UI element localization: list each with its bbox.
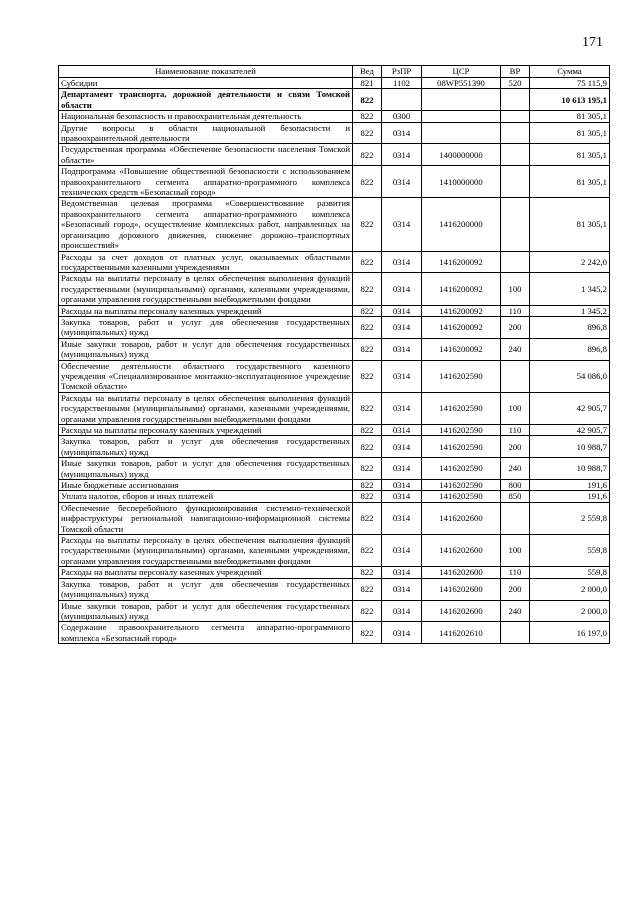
row-csr-cell: 1416202610: [422, 622, 501, 644]
row-rzpr-cell: 0314: [382, 436, 422, 458]
row-ved-cell: 822: [353, 360, 382, 392]
row-sum-cell: 81 305,1: [530, 198, 610, 251]
header-sum: Сумма: [530, 66, 610, 78]
row-sum-cell: 81 305,1: [530, 144, 610, 166]
row-csr-cell: 1410000000: [422, 166, 501, 198]
table-row: [59, 535, 610, 567]
row-ved-cell: 822: [353, 600, 382, 622]
row-name-cell: Расходы на выплаты персоналу в целях обеспечения выполнения функций государственными (муниципальными) органами, казенными учреждениями, органами управления государственными внебюджетными фондами: [59, 535, 353, 567]
row-rzpr-cell: 0314: [382, 622, 422, 644]
row-ved-cell: 822: [353, 251, 382, 273]
table-row: [59, 166, 610, 198]
row-vr-cell: 240: [501, 458, 530, 480]
row-sum-cell: 10 988,7: [530, 436, 610, 458]
row-ved-cell: 822: [353, 502, 382, 534]
table-row: [59, 251, 610, 273]
table-row: [59, 425, 610, 436]
row-vr-cell: [501, 198, 530, 251]
row-csr-cell: 1416200092: [422, 305, 501, 316]
row-name-cell: Иные бюджетные ассигнования: [59, 480, 353, 491]
row-csr-cell: 1416202600: [422, 567, 501, 578]
row-name-cell: Иные закупки товаров, работ и услуг для обеспечения государственных (муниципальных) нужд: [59, 338, 353, 360]
row-vr-cell: 100: [501, 535, 530, 567]
row-sum-cell: 81 305,1: [530, 122, 610, 144]
budget-table: [58, 65, 610, 644]
row-rzpr-cell: 0314: [382, 567, 422, 578]
row-rzpr-cell: 0314: [382, 425, 422, 436]
row-ved-cell: 822: [353, 316, 382, 338]
row-csr-cell: 1416202590: [422, 425, 501, 436]
table-row: [59, 78, 610, 89]
row-name-cell: Расходы на выплаты персоналу казенных учреждений: [59, 567, 353, 578]
row-vr-cell: [501, 360, 530, 392]
row-name-cell: Расходы за счет доходов от платных услуг, оказываемых областными государственными казенными учреждениями: [59, 251, 353, 273]
row-name-cell: Расходы на выплаты персоналу в целях обеспечения выполнения функций государственными (муниципальными) органами, казенными учреждениями, органами управления государственными внебюджетными фондами: [59, 392, 353, 424]
row-name-cell: Обеспечение деятельности областного государственного казенного учреждения «Специализированное монтажно-эксплуатационное учреждение Томской области»: [59, 360, 353, 392]
row-ved-cell: 822: [353, 480, 382, 491]
row-vr-cell: 240: [501, 338, 530, 360]
row-sum-cell: 75 115,9: [530, 78, 610, 89]
table-row: [59, 600, 610, 622]
header-csr: ЦСР: [422, 66, 501, 78]
row-name-cell: Департамент транспорта, дорожной деятельности и связи Томской области: [59, 89, 353, 111]
row-rzpr-cell: [382, 89, 422, 111]
row-csr-cell: [422, 122, 501, 144]
row-sum-cell: 10 613 195,1: [530, 89, 610, 111]
row-ved-cell: 822: [353, 567, 382, 578]
row-name-cell: Расходы на выплаты персоналу в целях обеспечения выполнения функций государственными (муниципальными) органами, казенными учреждениями, органами управления государственными внебюджетными фондами: [59, 273, 353, 305]
row-rzpr-cell: 0314: [382, 578, 422, 600]
row-sum-cell: 896,8: [530, 338, 610, 360]
table-row: [59, 89, 610, 111]
row-vr-cell: 800: [501, 480, 530, 491]
row-vr-cell: [501, 122, 530, 144]
row-rzpr-cell: 0314: [382, 480, 422, 491]
table-row: [59, 436, 610, 458]
row-name-cell: Субсидии: [59, 78, 353, 89]
page-number: 171: [582, 35, 603, 50]
row-csr-cell: 1416202590: [422, 436, 501, 458]
row-csr-cell: 1416200092: [422, 251, 501, 273]
row-sum-cell: 2 000,0: [530, 600, 610, 622]
row-vr-cell: 110: [501, 567, 530, 578]
row-rzpr-cell: 0314: [382, 458, 422, 480]
row-ved-cell: 822: [353, 425, 382, 436]
table-row: [59, 458, 610, 480]
row-vr-cell: 200: [501, 578, 530, 600]
row-csr-cell: 1416202590: [422, 360, 501, 392]
row-name-cell: Национальная безопасность и правоохранительная деятельность: [59, 111, 353, 122]
row-vr-cell: 110: [501, 425, 530, 436]
row-ved-cell: 822: [353, 305, 382, 316]
row-vr-cell: 520: [501, 78, 530, 89]
row-csr-cell: 1416202600: [422, 600, 501, 622]
row-name-cell: Расходы на выплаты персоналу казенных учреждений: [59, 425, 353, 436]
row-name-cell: Закупка товаров, работ и услуг для обеспечения государственных (муниципальных) нужд: [59, 578, 353, 600]
row-csr-cell: [422, 111, 501, 122]
row-vr-cell: [501, 89, 530, 111]
row-sum-cell: 10 988,7: [530, 458, 610, 480]
row-csr-cell: 1416202590: [422, 458, 501, 480]
row-rzpr-cell: 0314: [382, 305, 422, 316]
row-vr-cell: [501, 166, 530, 198]
row-rzpr-cell: 0314: [382, 600, 422, 622]
row-csr-cell: 1400000000: [422, 144, 501, 166]
row-rzpr-cell: 0314: [382, 166, 422, 198]
row-name-cell: Государственная программа «Обеспечение безопасности населения Томской области»: [59, 144, 353, 166]
row-rzpr-cell: 1102: [382, 78, 422, 89]
row-csr-cell: 1416202600: [422, 535, 501, 567]
row-rzpr-cell: 0314: [382, 360, 422, 392]
row-name-cell: Подпрограмма «Повышение общественной безопасности с использованием правоохранительного сегмента аппаратно-программного комплекса технических средств «Безопасный город»: [59, 166, 353, 198]
row-ved-cell: 822: [353, 198, 382, 251]
row-ved-cell: 822: [353, 273, 382, 305]
table-row: [59, 622, 610, 644]
row-ved-cell: 822: [353, 535, 382, 567]
row-vr-cell: [501, 622, 530, 644]
row-rzpr-cell: 0314: [382, 502, 422, 534]
row-ved-cell: 822: [353, 89, 382, 111]
row-ved-cell: 822: [353, 111, 382, 122]
row-sum-cell: 559,8: [530, 535, 610, 567]
row-vr-cell: 100: [501, 273, 530, 305]
row-csr-cell: 1416200092: [422, 273, 501, 305]
row-csr-cell: 1416200000: [422, 198, 501, 251]
row-name-cell: Иные закупки товаров, работ и услуг для обеспечения государственных (муниципальных) нужд: [59, 600, 353, 622]
table-row: [59, 273, 610, 305]
row-rzpr-cell: 0314: [382, 535, 422, 567]
table-row: [59, 360, 610, 392]
row-name-cell: Ведомственная целевая программа «Совершенствование развития правоохранительного сегмента аппаратно-программного комплекса «Безопасный город», осуществление комплексных работ, направленных на организацию дорожного движения, снижение дорожно–транспортных происшествий»: [59, 198, 353, 251]
row-rzpr-cell: 0314: [382, 316, 422, 338]
header-vr: ВР: [501, 66, 530, 78]
row-vr-cell: 200: [501, 436, 530, 458]
table-row: [59, 502, 610, 534]
header-name: Наименование показателей: [59, 66, 353, 78]
row-ved-cell: 822: [353, 338, 382, 360]
row-sum-cell: 16 197,0: [530, 622, 610, 644]
table-row: [59, 111, 610, 122]
row-sum-cell: 559,8: [530, 567, 610, 578]
row-name-cell: Закупка товаров, работ и услуг для обеспечения государственных (муниципальных) нужд: [59, 316, 353, 338]
row-ved-cell: 822: [353, 622, 382, 644]
table-row: [59, 122, 610, 144]
row-sum-cell: 191,6: [530, 491, 610, 502]
table-row: [59, 491, 610, 502]
row-rzpr-cell: 0314: [382, 338, 422, 360]
table-row: [59, 392, 610, 424]
table-row: [59, 338, 610, 360]
table-row: [59, 316, 610, 338]
row-csr-cell: 1416202590: [422, 392, 501, 424]
row-ved-cell: 822: [353, 122, 382, 144]
row-rzpr-cell: 0314: [382, 144, 422, 166]
row-ved-cell: 822: [353, 392, 382, 424]
row-sum-cell: 191,6: [530, 480, 610, 491]
table-row: [59, 578, 610, 600]
row-name-cell: Обеспечение бесперебойного функционирования системно-технической инфраструктуры региональной навигационно-информационной системы Томской области: [59, 502, 353, 534]
row-sum-cell: 42 905,7: [530, 425, 610, 436]
row-name-cell: Иные закупки товаров, работ и услуг для обеспечения государственных (муниципальных) нужд: [59, 458, 353, 480]
row-csr-cell: 1416200092: [422, 316, 501, 338]
table-row: [59, 305, 610, 316]
row-ved-cell: 822: [353, 458, 382, 480]
table-row: [59, 198, 610, 251]
row-csr-cell: 1416202590: [422, 491, 501, 502]
row-vr-cell: [501, 251, 530, 273]
row-sum-cell: 42 905,7: [530, 392, 610, 424]
row-name-cell: Закупка товаров, работ и услуг для обеспечения государственных (муниципальных) нужд: [59, 436, 353, 458]
row-sum-cell: 2 559,8: [530, 502, 610, 534]
table-row: [59, 480, 610, 491]
table-row: [59, 144, 610, 166]
row-sum-cell: 896,8: [530, 316, 610, 338]
row-csr-cell: [422, 89, 501, 111]
row-vr-cell: 110: [501, 305, 530, 316]
header-rzpr: РзПР: [382, 66, 422, 78]
row-name-cell: Содержание правоохранительного сегмента аппаратно-программного комплекса «Безопасный город»: [59, 622, 353, 644]
row-vr-cell: 240: [501, 600, 530, 622]
table-row: [59, 567, 610, 578]
row-rzpr-cell: 0314: [382, 273, 422, 305]
row-csr-cell: 1416202590: [422, 480, 501, 491]
row-vr-cell: [501, 111, 530, 122]
row-rzpr-cell: 0314: [382, 122, 422, 144]
row-ved-cell: 822: [353, 166, 382, 198]
table-header-row: [59, 66, 610, 78]
row-csr-cell: 1416202600: [422, 502, 501, 534]
row-sum-cell: 54 086,0: [530, 360, 610, 392]
row-sum-cell: 1 345,2: [530, 305, 610, 316]
row-rzpr-cell: 0314: [382, 491, 422, 502]
row-vr-cell: 100: [501, 392, 530, 424]
row-csr-cell: 1416202600: [422, 578, 501, 600]
row-vr-cell: [501, 502, 530, 534]
row-ved-cell: 822: [353, 436, 382, 458]
row-name-cell: Расходы на выплаты персоналу казенных учреждений: [59, 305, 353, 316]
row-name-cell: Другие вопросы в области национальной безопасности и правоохранительной деятельности: [59, 122, 353, 144]
row-vr-cell: [501, 144, 530, 166]
row-rzpr-cell: 0314: [382, 251, 422, 273]
row-ved-cell: 822: [353, 491, 382, 502]
row-ved-cell: 821: [353, 78, 382, 89]
row-ved-cell: 822: [353, 144, 382, 166]
row-csr-cell: 08WP551390: [422, 78, 501, 89]
row-csr-cell: 1416200092: [422, 338, 501, 360]
row-rzpr-cell: 0314: [382, 198, 422, 251]
row-rzpr-cell: 0314: [382, 392, 422, 424]
table-body: [59, 78, 610, 644]
row-sum-cell: 2 242,0: [530, 251, 610, 273]
row-rzpr-cell: 0300: [382, 111, 422, 122]
header-ved: Вед: [353, 66, 382, 78]
row-vr-cell: 200: [501, 316, 530, 338]
row-sum-cell: 2 000,0: [530, 578, 610, 600]
row-sum-cell: 81 305,1: [530, 166, 610, 198]
row-name-cell: Уплата налогов, сборов и иных платежей: [59, 491, 353, 502]
row-ved-cell: 822: [353, 578, 382, 600]
row-sum-cell: 81 305,1: [530, 111, 610, 122]
row-sum-cell: 1 345,2: [530, 273, 610, 305]
row-vr-cell: 850: [501, 491, 530, 502]
